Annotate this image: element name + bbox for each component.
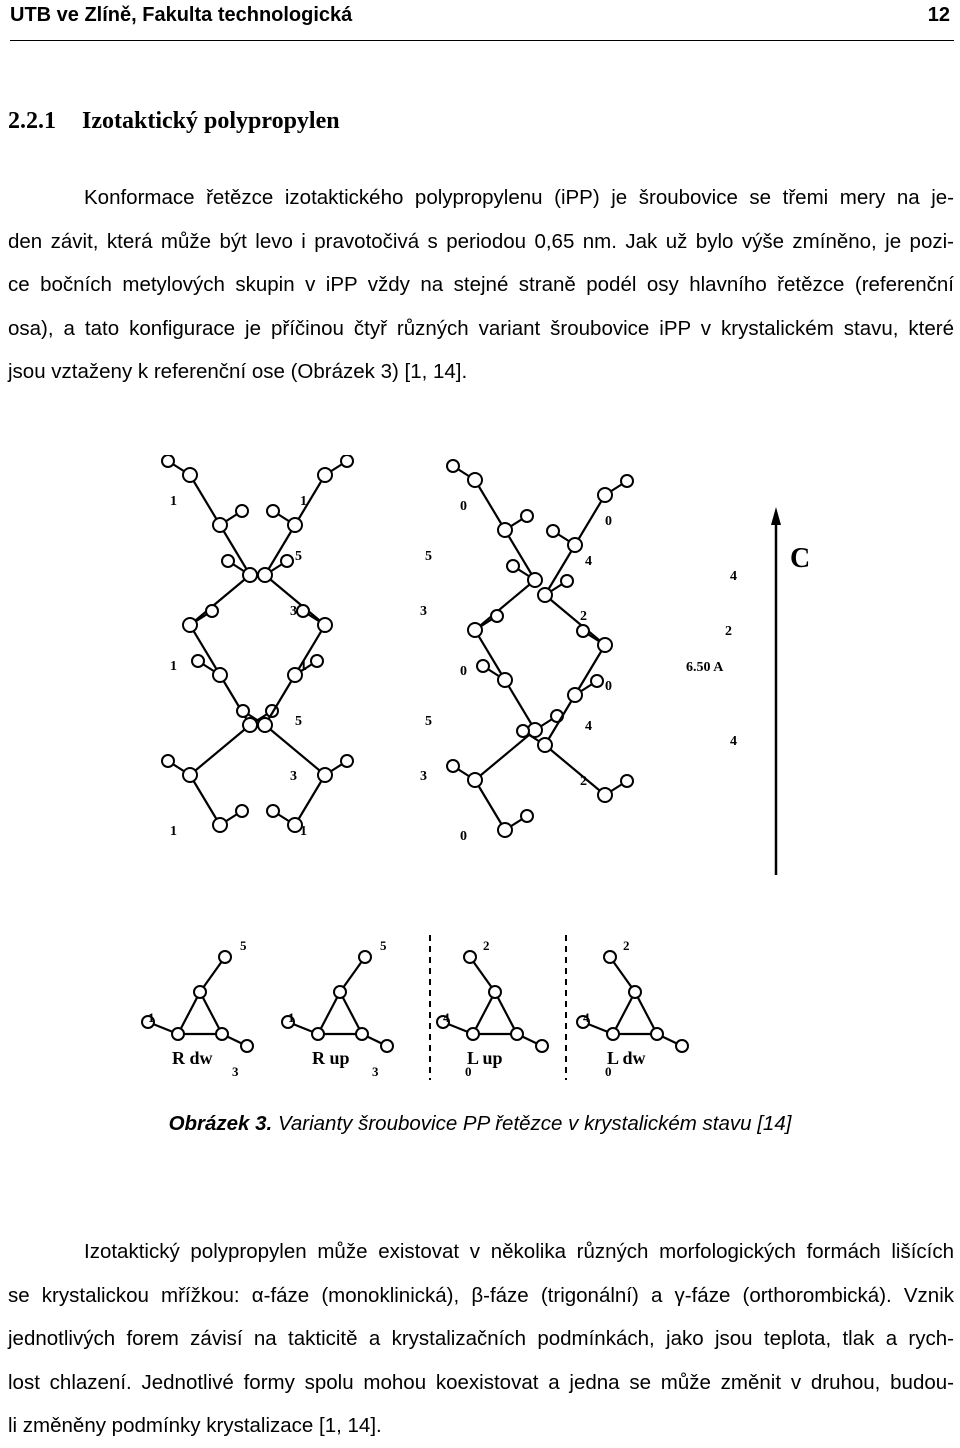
atom: [267, 805, 279, 817]
atom: [468, 473, 482, 487]
atom: [281, 555, 293, 567]
projection-label: 4: [443, 1010, 450, 1025]
atom: [468, 623, 482, 637]
helix-label: 1: [170, 659, 177, 674]
atom: [318, 618, 332, 632]
bond: [545, 545, 575, 595]
section-title: Izotaktický polypropylen: [82, 108, 340, 134]
atom: [216, 1028, 228, 1040]
atom: [489, 986, 501, 998]
axis-label: C: [790, 543, 811, 574]
atom: [561, 575, 573, 587]
atom: [491, 610, 503, 622]
atom: [237, 705, 249, 717]
bond: [265, 675, 295, 725]
bond: [575, 495, 605, 545]
caption-text: Varianty šroubovice PP řetězce v krystalickém stavu [14]: [272, 1112, 792, 1135]
atom: [243, 568, 257, 582]
atom: [464, 951, 476, 963]
atom: [468, 773, 482, 787]
atom: [598, 638, 612, 652]
atom: [359, 951, 371, 963]
atom: [243, 718, 257, 732]
atom: [521, 510, 533, 522]
atom: [213, 818, 227, 832]
helix-2: [237, 455, 432, 839]
bond: [475, 780, 505, 830]
paragraph-line: Izotaktický polypropylen může existovat v několika různých morfologických formách lišících: [84, 1240, 954, 1263]
atom: [621, 775, 633, 787]
projection-label: 4: [583, 1010, 590, 1025]
bond: [190, 575, 250, 625]
projection-2: [282, 938, 393, 1079]
atom: [258, 568, 272, 582]
paragraph-line: lost chlazení. Jednotlivé formy spolu mohou koexistovat a jedna se může změnit v druhou, budou-: [8, 1370, 954, 1394]
page-header: [10, 0, 954, 41]
helix-label: 5: [295, 549, 302, 564]
caption-label: Obrázek 3.: [168, 1112, 273, 1135]
bond: [505, 530, 535, 580]
projection-label: 5: [240, 938, 247, 953]
atom: [598, 488, 612, 502]
helix-label: 4: [585, 554, 592, 569]
atom: [577, 625, 589, 637]
atom: [341, 455, 353, 467]
period-label: 6.50 A: [686, 660, 724, 675]
helix-label: 3: [290, 769, 297, 784]
atom: [356, 1028, 368, 1040]
helix-label: 2: [725, 624, 732, 639]
bond: [190, 625, 220, 675]
projection-label: 5: [380, 938, 387, 953]
helix-label: 5: [425, 714, 432, 729]
atom: [183, 618, 197, 632]
bond: [295, 775, 325, 825]
figure-caption: [0, 1112, 960, 1136]
atom: [467, 1028, 479, 1040]
atom: [676, 1040, 688, 1052]
projection-label: 1: [288, 1010, 295, 1025]
helix-label: 0: [460, 664, 467, 679]
atom: [183, 468, 197, 482]
bond: [475, 630, 505, 680]
bond: [190, 725, 250, 775]
atom: [213, 518, 227, 532]
helix-label: 1: [300, 659, 307, 674]
projection-label: 3: [372, 1064, 379, 1079]
projection-label: 0: [465, 1064, 472, 1079]
bond: [545, 745, 605, 795]
helix-label: 1: [170, 824, 177, 839]
paragraph-line: se krystalickou mřížkou: α-fáze (monoklinická), β-fáze (trigonální) a γ-fáze (orthorombická). Vznik: [8, 1283, 954, 1307]
projection-name: R dw: [172, 1048, 213, 1068]
helix-label: 2: [580, 609, 587, 624]
atom: [507, 560, 519, 572]
atom: [194, 986, 206, 998]
atom: [568, 538, 582, 552]
atom: [528, 573, 542, 587]
bond: [178, 992, 200, 1034]
atom: [206, 605, 218, 617]
atom: [607, 1028, 619, 1040]
projection-label: 0: [605, 1064, 612, 1079]
paragraph-line: li změněny podmínky krystalizace [1, 14].: [8, 1414, 382, 1437]
atom: [447, 760, 459, 772]
projection-name: L dw: [607, 1048, 646, 1068]
atom: [598, 788, 612, 802]
atom: [568, 688, 582, 702]
atom: [536, 1040, 548, 1052]
atom: [213, 668, 227, 682]
atom: [498, 523, 512, 537]
atom: [538, 738, 552, 752]
atom: [318, 768, 332, 782]
paragraph-line: osa), a tato konfigurace je příčinou čtyř různých variant šroubovice iPP v krystalickém stavu, které: [8, 316, 954, 340]
atom: [162, 755, 174, 767]
atom: [241, 1040, 253, 1052]
bond: [475, 730, 535, 780]
bond: [318, 992, 340, 1034]
bond: [265, 725, 325, 775]
atom: [311, 655, 323, 667]
bond: [545, 595, 605, 645]
bond: [200, 992, 222, 1034]
atom: [498, 673, 512, 687]
bond: [475, 580, 535, 630]
bond: [613, 992, 635, 1034]
atom: [172, 1028, 184, 1040]
paragraph-line: den závit, která může být levo i pravotočivá s periodou 0,65 nm. Jak už bylo výše zmíněno, je pozi-: [8, 229, 954, 253]
atom: [604, 951, 616, 963]
paragraph-1: [8, 176, 954, 394]
projection-label: 3: [232, 1064, 239, 1079]
projection-label: 1: [148, 1010, 155, 1025]
helix-1: [162, 455, 302, 839]
projection-1: [142, 938, 253, 1079]
atom: [521, 810, 533, 822]
helix-figure: [130, 455, 830, 1095]
atom: [219, 951, 231, 963]
helix-label: 2: [580, 774, 587, 789]
atom: [517, 725, 529, 737]
bond: [190, 475, 220, 525]
bond: [473, 992, 495, 1034]
helix-label: 4: [730, 569, 737, 584]
atom: [312, 1028, 324, 1040]
helix-label: 1: [300, 494, 307, 509]
bond: [575, 645, 605, 695]
projection-name: R up: [312, 1048, 350, 1068]
atom: [236, 805, 248, 817]
helix-3: [447, 460, 592, 844]
projection-label: 2: [483, 938, 490, 953]
atom: [447, 460, 459, 472]
paragraph-line: jsou vztaženy k referenční ose (Obrázek 3) [1, 14].: [8, 360, 468, 383]
paragraph-line: ce bočních metylových skupin v iPP vždy na stejné straně podél osy hlavního řetězce (referenční: [8, 273, 954, 296]
section-number: 2.2.1: [8, 108, 56, 134]
atom: [591, 675, 603, 687]
atom: [258, 718, 272, 732]
atom: [381, 1040, 393, 1052]
bond: [265, 525, 295, 575]
bond: [505, 680, 535, 730]
helix-label: 3: [290, 604, 297, 619]
atom: [547, 525, 559, 537]
helix-drawings: [162, 455, 737, 844]
atom: [318, 468, 332, 482]
projection-name: L up: [467, 1048, 503, 1068]
projection-label: 2: [623, 938, 630, 953]
atom: [477, 660, 489, 672]
atom: [192, 655, 204, 667]
header-title: UTB ve Zlíně, Fakulta technologická: [10, 4, 353, 26]
helix-label: 5: [425, 549, 432, 564]
atom: [629, 986, 641, 998]
bond: [220, 525, 250, 575]
projection-4: [577, 938, 688, 1079]
paragraph-line: Konformace řetězce izotaktického polypropylenu (iPP) je šroubovice se třemi mery na je-: [84, 186, 954, 209]
atom: [341, 755, 353, 767]
helix-4: [517, 475, 737, 802]
helix-label: 4: [585, 719, 592, 734]
helix-label: 3: [420, 604, 427, 619]
helix-label: 0: [605, 679, 612, 694]
atom: [236, 505, 248, 517]
atom: [334, 986, 346, 998]
atom: [288, 518, 302, 532]
bond: [475, 480, 505, 530]
atom: [498, 823, 512, 837]
projection-3: [437, 938, 548, 1079]
bond: [190, 775, 220, 825]
section-heading: [8, 108, 340, 135]
helix-label: 1: [300, 824, 307, 839]
helix-label: 0: [460, 829, 467, 844]
atom: [162, 455, 174, 467]
bond: [340, 992, 362, 1034]
helix-label: 4: [730, 734, 737, 749]
atom: [183, 768, 197, 782]
c-axis: [686, 507, 810, 875]
paragraph-2: [8, 1230, 954, 1448]
helix-label: 0: [605, 514, 612, 529]
atom: [511, 1028, 523, 1040]
helix-label: 1: [170, 494, 177, 509]
atom: [222, 555, 234, 567]
helix-label: 0: [460, 499, 467, 514]
helix-label: 3: [420, 769, 427, 784]
atom: [538, 588, 552, 602]
bond: [635, 992, 657, 1034]
paragraph-line: jednotlivých forem závisí na takticitě a krystalizačních podmínkách, jako jsou teplota, tlak a rych-: [8, 1327, 954, 1350]
helix-projections: [142, 935, 688, 1080]
atom: [621, 475, 633, 487]
atom: [651, 1028, 663, 1040]
page-number: 12: [927, 4, 950, 26]
atom: [297, 605, 309, 617]
helix-label: 5: [295, 714, 302, 729]
atom: [267, 505, 279, 517]
bond: [495, 992, 517, 1034]
